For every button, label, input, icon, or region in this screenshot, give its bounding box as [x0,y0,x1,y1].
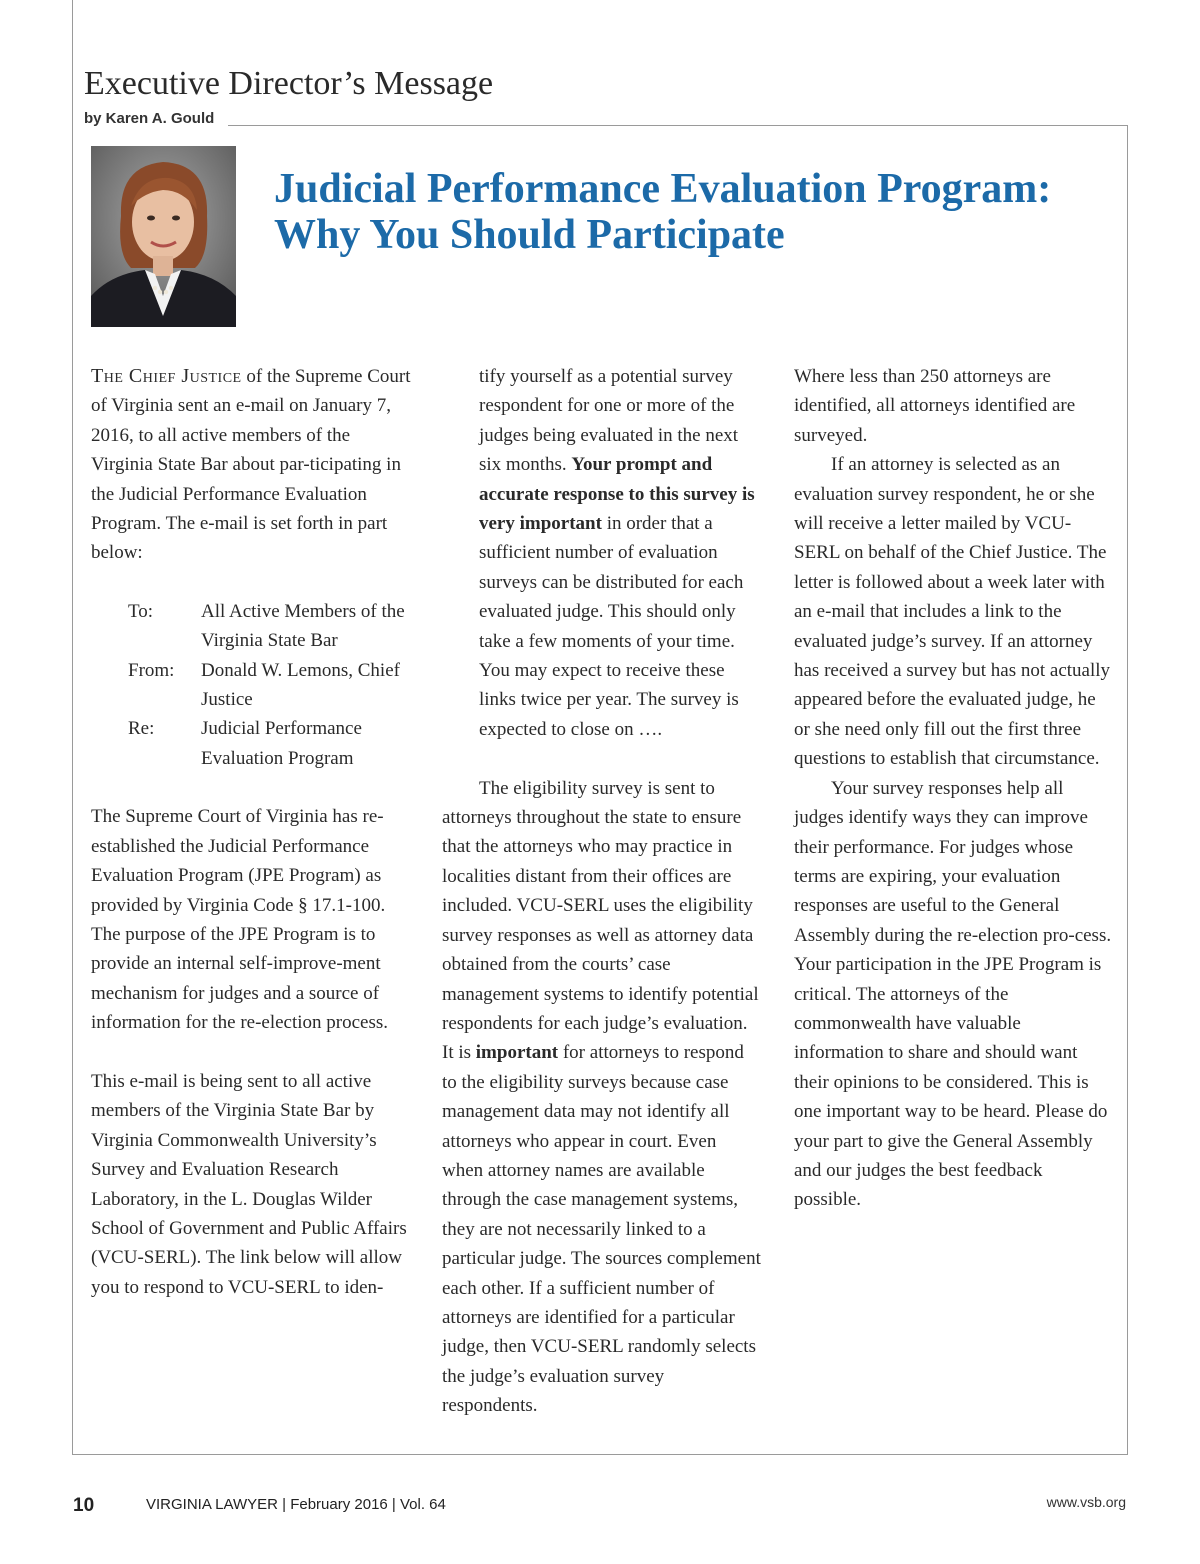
memo-re-row [128,714,416,773]
frame-top-rule [228,125,1128,126]
article-headline [274,166,1114,258]
article-column-1 [91,362,416,1302]
intro-text: of the Supreme Court of Virginia sent an e-mail on January 7, 2016, to all active members of the Virginia State Bar about par-ticipating in the Judicial Performance Evaluation Program. The e-mail is set forth in part below: [91,366,411,564]
closing-paragraph: Your survey responses help all judges identify ways they can improve their performance. For judges whose terms are expiring, your evaluation responses are useful to the General Assembly during the re-election pro-cess. Your participation in the JPE Program is critical. The attorneys of the commonwealth have valuable information to share and should want their opinions to be considered. This is one important way to be heard. Please do your part to give the General Assembly and our judges the best feedback possible. [794,777,1112,1211]
intro-paragraph [91,362,416,568]
quote-text-a: tify yourself as a potential survey respondent for one or more of the judges being evaluated in the next six months. [479,366,739,476]
quoted-paragraph-1: The Supreme Court of Virginia has re-established the Judicial Performance Evaluation Program (JPE Program) as provided by Virginia Code § 17.1-100. The purpose of the JPE Program is to provide an internal self-improve-ment mechanism for judges and a source of information for the re-election process. [91,806,389,1034]
memo-header [128,597,416,773]
article-column-3 [794,362,1114,1215]
page-number: 10 [73,1495,95,1516]
memo-to-label: To: [128,600,154,622]
headline-line-2: Why You Should Participate [274,212,785,258]
threshold-paragraph: Where less than 250 attorneys are identified, all attorneys identified are surveyed. [794,366,1076,446]
quote-text-b: in order that a sufficient number of evaluation surveys can be distributed for each evaluated judge. This should only take a few moments of your time. You may expect to receive these links twice per year. The survey is expected to close on …. [479,513,744,740]
magazine-footer: VIRGINIA LAWYER | February 2016 | Vol. 64 [146,1496,446,1513]
eligibility-paragraph [442,774,762,1421]
memo-to-value: All Active Members of the Virginia State Bar [201,600,405,652]
website-link[interactable]: www.vsb.org [1046,1494,1126,1510]
section-title: Executive Director’s Message [84,65,494,102]
frame-bottom-rule [72,1454,1128,1455]
lead-in: The Chief Justice [91,365,242,387]
article-column-2 [442,362,762,1421]
respondent-paragraph: If an attorney is selected as an evaluation survey respondent, he or she will receive a letter mailed by VCU-SERL on behalf of the Chief Justice. The letter is followed about a week later with an e-mail that includes a link to the evaluated judge’s survey. If an attorney has received a survey but has not actually appeared before the evaluated judge, he or she need only fill out the first three questions to establish that circumstance. [794,454,1111,770]
author-photo [91,146,236,327]
quote-emphasis: Your prompt and accurate response to this survey is very important [479,454,755,535]
eligibility-text-b: for attorneys to respond to the eligibility surveys because case management data may not identify all attorneys who appear in court. Even when attorney names are available through the case management systems, they are not necessarily linked to a particular judge. The sources complement each other. If a sufficient number of attorneys are identified for a particular judge, then VCU-SERL randomly selects the judge’s evaluation survey respondents. [442,1042,761,1417]
author-portrait-image [91,146,236,327]
eligibility-text-a: The eligibility survey is sent to attorneys throughout the state to ensure that the attorneys who may practice in localities distant from their offices are included. VCU-SERL uses the eligibility survey responses as well as attorney data obtained from the courts’ case management systems to identify potential respondents for each judge’s evaluation. It is [442,777,759,1064]
quoted-paragraph-2-continued [479,362,762,744]
frame-right-rule [1127,125,1128,1455]
memo-from-row [128,656,416,715]
quoted-paragraph-2: This e-mail is being sent to all active members of the Virginia State Bar by Virginia Commonwealth University’s Survey and Evaluation Research Laboratory, in the L. Douglas Wilder School of Government and Public Affairs (VCU-SERL). The link below will allow you to respond to VCU-SERL to iden- [91,1070,407,1298]
headline-line-1: Judicial Performance Evaluation Program: [274,166,1052,212]
memo-from-label: From: [128,659,175,681]
memo-re-label: Re: [128,718,155,740]
memo-to-row [128,597,416,656]
frame-left-rule [72,0,73,1454]
memo-from-value: Donald W. Lemons, Chief Justice [201,659,400,711]
byline: by Karen A. Gould [84,110,215,127]
eligibility-emphasis: important [475,1042,559,1064]
memo-re-value: Judicial Performance Evaluation Program [201,718,362,769]
